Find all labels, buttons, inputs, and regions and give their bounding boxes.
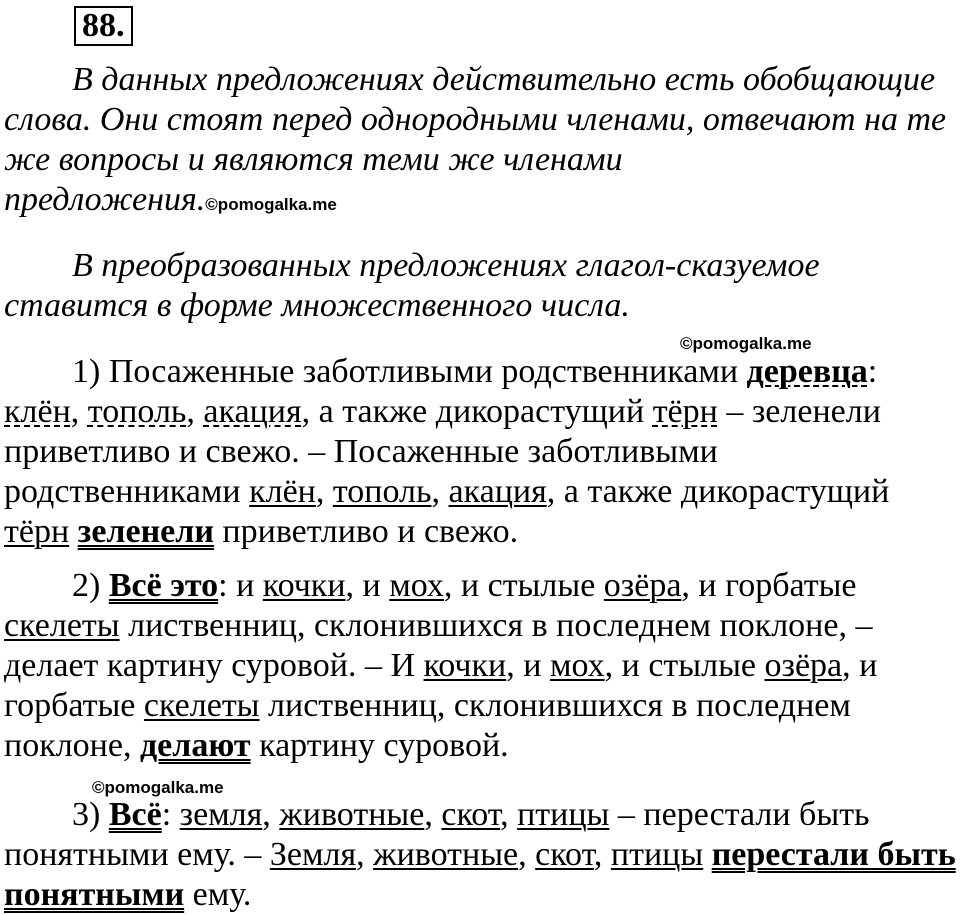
predicate: зеленели bbox=[77, 513, 214, 550]
sentence-text: , и стылые bbox=[443, 567, 604, 604]
sentence-text: 1) Посаженные заботливыми родственниками bbox=[72, 353, 747, 390]
subject-word: мох bbox=[549, 647, 605, 684]
intro-paragraph-2 bbox=[4, 246, 959, 326]
sentence-text: , и bbox=[506, 647, 550, 684]
sentence-text: – перестали быть понятными ему. – bbox=[4, 796, 870, 873]
predicate: перестали быть понятными bbox=[4, 836, 956, 913]
punct bbox=[69, 513, 78, 550]
punct: , bbox=[315, 473, 333, 510]
watermark: ©pomogalka.me bbox=[680, 334, 812, 353]
punct: , bbox=[262, 796, 280, 833]
generalizing-word: Всё bbox=[108, 796, 162, 833]
homogeneous-member: мох bbox=[389, 567, 444, 604]
homogeneous-member: клён bbox=[4, 393, 71, 430]
punct: , bbox=[500, 796, 518, 833]
punct bbox=[703, 836, 712, 873]
homogeneous-member: тёрн bbox=[652, 393, 718, 430]
sentence-text: , и горбатые bbox=[681, 567, 857, 604]
sentence-2 bbox=[4, 566, 959, 766]
watermark: ©pomogalka.me bbox=[205, 195, 337, 214]
intro-text-2: В преобразованных предложениях глагол-сказуемое ставится в форме множественного числа. bbox=[4, 247, 820, 324]
generalizing-word: Всё это bbox=[108, 567, 219, 604]
sentence-text: , и стылые bbox=[604, 647, 765, 684]
homogeneous-member: тополь bbox=[87, 393, 187, 430]
homogeneous-member: земля bbox=[179, 796, 263, 833]
sentence-text: лиственниц, склонившихся в последнем поклоне, – делает картину суровой. – И bbox=[4, 607, 873, 684]
sentence-text: : bbox=[161, 796, 180, 833]
punct: , bbox=[593, 836, 611, 873]
subject-word: тёрн bbox=[4, 513, 70, 550]
subject-word: Земля bbox=[269, 836, 357, 873]
intro-text-1: В данных предложениях действительно есть обобщающие слова. Они стоят перед однородными членами, отвечают на те же вопросы и являются теми же членами предложения. bbox=[4, 61, 947, 218]
watermark: ©pomogalka.me bbox=[92, 778, 224, 797]
punct: , bbox=[424, 796, 442, 833]
homogeneous-member: кочки bbox=[262, 567, 346, 604]
sentence-text: лиственниц, склонившихся в последнем поклоне, bbox=[4, 687, 851, 764]
subject-word: кочки bbox=[423, 647, 507, 684]
subject-word: скот bbox=[535, 836, 594, 873]
sentence-text: ему. bbox=[184, 876, 252, 913]
subject-word: скелеты bbox=[143, 687, 260, 724]
sentence-text: – зеленели приветливо и свежо. – Посаженные заботливыми родственниками bbox=[4, 393, 881, 510]
sentence-text: , и bbox=[345, 567, 390, 604]
punct: , bbox=[518, 836, 536, 873]
punct: , bbox=[186, 393, 204, 430]
subject-word: озёра bbox=[764, 647, 843, 684]
subject-word: акация bbox=[448, 473, 547, 510]
task-number: 88. bbox=[74, 6, 133, 46]
subject-word: животные bbox=[373, 836, 519, 873]
homogeneous-member: скот bbox=[441, 796, 501, 833]
sentence-text: , а также дикорастущий bbox=[301, 393, 653, 430]
sentence-text: приветливо и свежо. bbox=[213, 513, 519, 550]
punct: : bbox=[867, 353, 878, 390]
predicate: делают bbox=[139, 727, 251, 764]
sentence-text: , и горбатые bbox=[4, 647, 878, 724]
subject-word: клён bbox=[249, 473, 316, 510]
punct: , bbox=[431, 473, 449, 510]
sentence-text: 2) bbox=[72, 567, 109, 604]
generalizing-word: деревца bbox=[746, 353, 868, 390]
sentence-1 bbox=[4, 352, 959, 552]
subject-word: тополь bbox=[332, 473, 432, 510]
homogeneous-member: скелеты bbox=[4, 607, 120, 644]
sentence-text: , а также дикорастущий bbox=[546, 473, 890, 510]
subject-word: птицы bbox=[610, 836, 704, 873]
sentence-text: 3) bbox=[72, 796, 109, 833]
sentence-text: картину суровой. bbox=[250, 727, 509, 764]
homogeneous-member: птицы bbox=[517, 796, 610, 833]
homogeneous-member: животные bbox=[279, 796, 425, 833]
homogeneous-member: озёра bbox=[603, 567, 682, 604]
sentence-text: : и bbox=[218, 567, 263, 604]
sentence-3 bbox=[4, 795, 959, 915]
punct: , bbox=[356, 836, 374, 873]
intro-paragraph-1 bbox=[4, 60, 959, 225]
homogeneous-member: акация bbox=[203, 393, 302, 430]
punct: , bbox=[70, 393, 88, 430]
